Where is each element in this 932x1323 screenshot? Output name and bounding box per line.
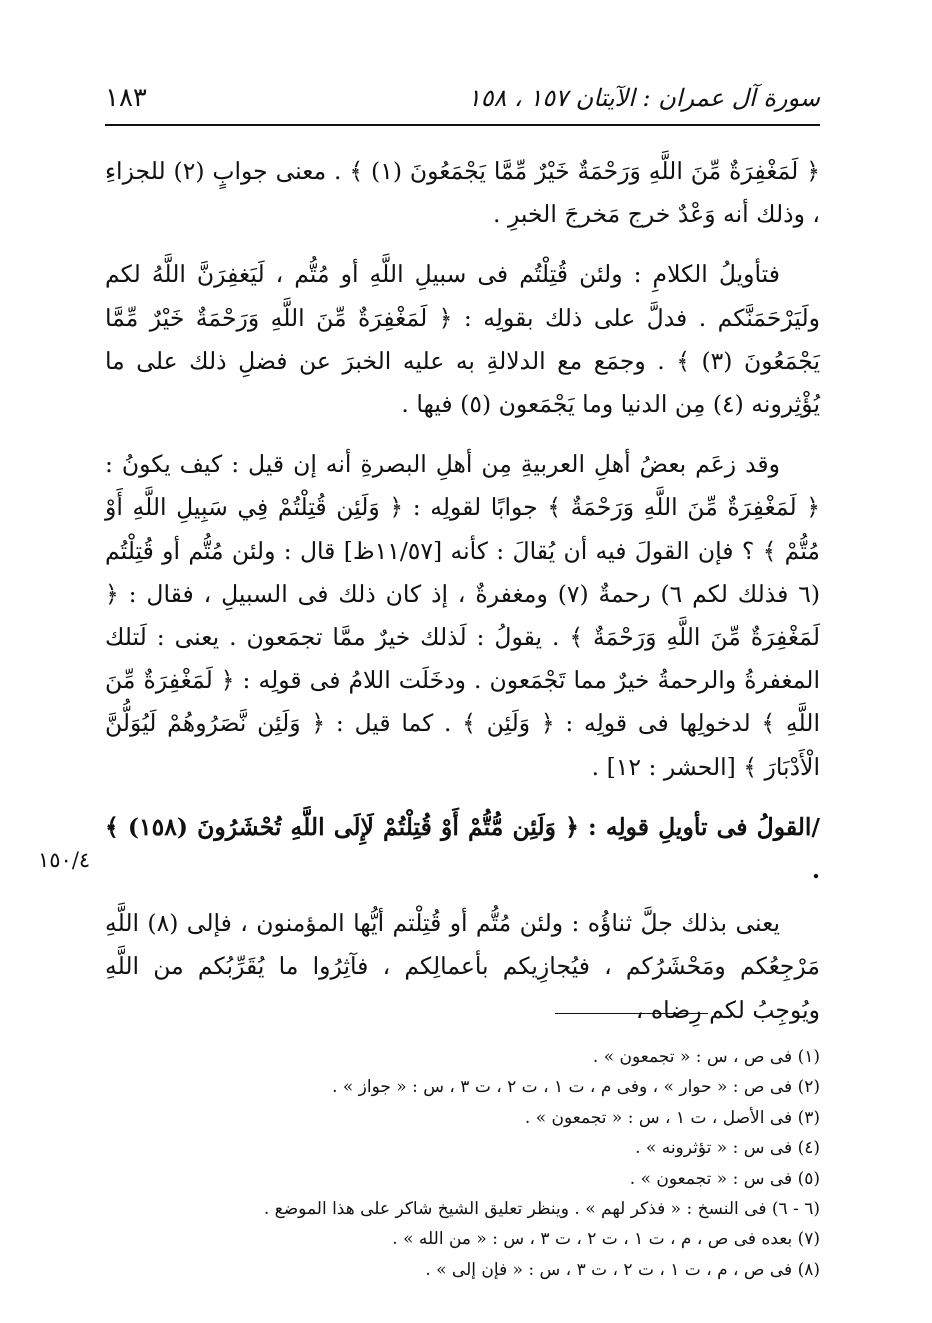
- paragraph-3: وقد زعَم بعضُ أهلِ العربيةِ مِن أهلِ البصرةِ أنه إن قيل : كيف يكونُ : ﴿ لَمَغْفِرَةٌ مِّنَ اللَّهِ وَرَحْمَةٌ ﴾ جوابًا لقولِه : ﴿ وَلَئِن قُتِلْتُمْ فِي سَبِيلِ اللَّهِ أَوْ مُتُّمْ ﴾ ؟ فإن القولَ فيه أن يُقالَ : كأنه [١١/٥٧ظ] قال : ولئن مُتُّم أو قُتِلْتُم (٦ فذلك لكم ٦) رحمةٌ (٧) ومغفرةٌ ، إذ كان ذلك فى السبيلِ ، فقال : ﴿ لَمَغْفِرَةٌ مِّنَ اللَّهِ وَرَحْمَةٌ ﴾ . يقولُ : لَذلك خيرٌ ممَّا تجمَعون . يعنى : لَتلك المغفرةُ والرحمةُ خيرٌ مما تَجْمَعون . ودخَلَت اللامُ فى قولِه : ﴿ لَمَغْفِرَةٌ مِّنَ اللَّهِ ﴾ لدخولِها فى قولِه : ﴿ وَلَئِن ﴾ . كما قيل : ﴿ وَلَئِن نَّصَرُوهُمْ لَيُوَلُّنَّ الْأَدْبَارَ ﴾ [الحشر : ١٢] .: [105, 450, 820, 781]
- footnote-separator: [555, 1013, 708, 1014]
- section-heading: [105, 806, 820, 892]
- running-title: سورة آل عمران : الآيتان ١٥٧ ، ١٥٨: [467, 84, 820, 112]
- paragraph-4: يعنى بذلك جلَّ ثناؤُه : ولئن مُتُّم أو قُتِلْتم أيُّها المؤمنون ، فإلى (٨) اللَّهِ مَرْجِعُكم ومَحْشَرُكم ، فيُجازِيكم بأعمالِكم ، فآثِرُوا ما يُقَرِّبُكم من اللَّهِ ويُوجِبُ لكم رِضاه ،: [105, 909, 820, 1024]
- footnote-1: (١) فى ص ، س : « تجمعون » .: [592, 1047, 820, 1067]
- footnotes: [105, 1042, 820, 1285]
- margin-reference: ١٥٠/٤: [38, 848, 91, 872]
- footnote-5: (٥) فى س : « تجمعون » .: [629, 1168, 820, 1189]
- footnote-2: (٢) فى ص : « حوار » ، وفى م ، ت ١ ، ت ٢ ، ت ٣ ، س : « جواز » .: [332, 1077, 820, 1098]
- page-header: [105, 78, 820, 118]
- footnote-3: (٣) فى الأصل ، ت ١ ، س : « تجمعون » .: [524, 1107, 820, 1128]
- main-text: [105, 150, 820, 1049]
- header-rule: [105, 124, 820, 126]
- footnote-7: (٧) بعده فى ص ، م ، ت ١ ، ت ٢ ، ت ٣ ، س : « من الله » .: [392, 1229, 820, 1250]
- heading-verse: ﴿ وَلَئِن مُّتُّمْ أَوْ قُتِلْتُمْ لَإِلَى اللَّهِ تُحْشَرُونَ (١٥٨) ﴾ .: [105, 812, 820, 885]
- footnote-8: (٨) فى ص ، م ، ت ١ ، ت ٢ ، ت ٣ ، س : « فإن إلى » .: [425, 1259, 820, 1280]
- heading-prefix: /القولُ فى تأويلِ قولِه :: [588, 812, 820, 841]
- paragraph-1: ﴿ لَمَغْفِرَةٌ مِّنَ اللَّهِ وَرَحْمَةٌ خَيْرٌ مِّمَّا يَجْمَعُونَ (١) ﴾ . معنى جوابٍ (٢) للجزاءِ ، وذلك أنه وَعْدٌ خرج مَخرجَ الخبرِ .: [105, 157, 820, 229]
- footnote-4: (٤) فى س : « تؤثرونه » .: [635, 1138, 820, 1159]
- page-number: ١٨٣: [105, 83, 147, 113]
- footnote-6: (٦ - ٦) فى النسخ : « فذكر لهم » . وينظر تعليق الشيخ شاكر على هذا الموضع .: [263, 1199, 820, 1220]
- paragraph-2: فتأويلُ الكلامِ : ولئن قُتِلْتُم فى سبيلِ اللَّهِ أو مُتُّم ، لَيَغفِرَنَّ اللَّهُ لكم ولَيَرْحَمَنَّكم . فدلَّ على ذلك بقولِه : ﴿ لَمَغْفِرَةٌ مِّنَ اللَّهِ وَرَحْمَةٌ خَيْرٌ مِّمَّا يَجْمَعُونَ (٣) ﴾ . وجمَع مع الدلالةِ به عليه الخبرَ عن فضلِ ذلك على ما يُؤْثِرونه (٤) مِن الدنيا وما يَجْمَعون (٥) فيها .: [105, 260, 821, 419]
